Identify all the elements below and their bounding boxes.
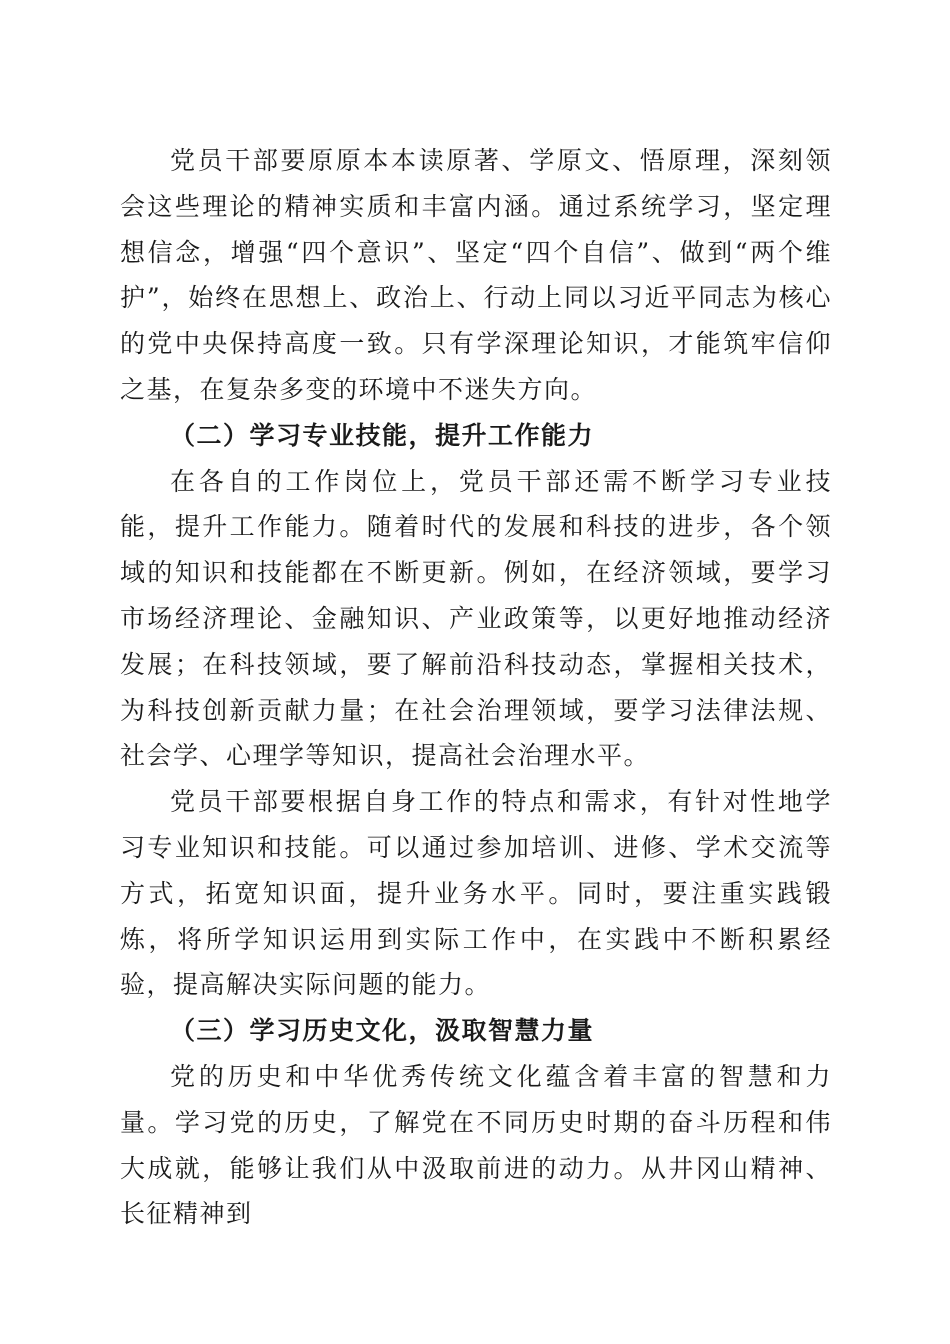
- section-heading-professional-skills: （二）学习专业技能，提升工作能力: [170, 420, 595, 450]
- paragraph-targeted-learning: 党员干部要根据自身工作的特点和需求，有针对性地学习专业知识和技能。可以通过参加培训、进修、学术交流等方式，拓宽知识面，提升业务水平。同时，要注重实践锻炼，将所学知识运用到实际工作中，在实践中不断积累经验，提高解决实际问题的能力。: [120, 787, 832, 1000]
- paragraph-professional-skills: 在各自的工作岗位上，党员干部还需不断学习专业技能，提升工作能力。随着时代的发展和科技的进步，各个领域的知识和技能都在不断更新。例如，在经济领域，要学习市场经济理论、金融知识、产业政策等，以更好地推动经济发展；在科技领域，要了解前沿科技动态，掌握相关技术，为科技创新贡献力量；在社会治理领域，要学习法律法规、社会学、心理学等知识，提高社会治理水平。: [120, 466, 832, 771]
- document-body: [120, 138, 832, 1237]
- paragraph-history-culture: 党的历史和中华优秀传统文化蕴含着丰富的智慧和力量。学习党的历史，了解党在不同历史时期的奋斗历程和伟大成就，能够让我们从中汲取前进的动力。从井冈山精神、长征精神到: [120, 1061, 832, 1229]
- section-heading-history-culture: （三）学习历史文化，汲取智慧力量: [170, 1016, 595, 1046]
- paragraph-theory-study: 党员干部要原原本本读原著、学原文、悟原理，深刻领会这些理论的精神实质和丰富内涵。通过系统学习，坚定理想信念，增强“四个意识”、坚定“四个自信”、做到“两个维护”，始终在思想上、政治上、行动上同以习近平同志为核心的党中央保持高度一致。只有学深理论知识，才能筑牢信仰之基，在复杂多变的环境中不迷失方向。: [120, 146, 832, 404]
